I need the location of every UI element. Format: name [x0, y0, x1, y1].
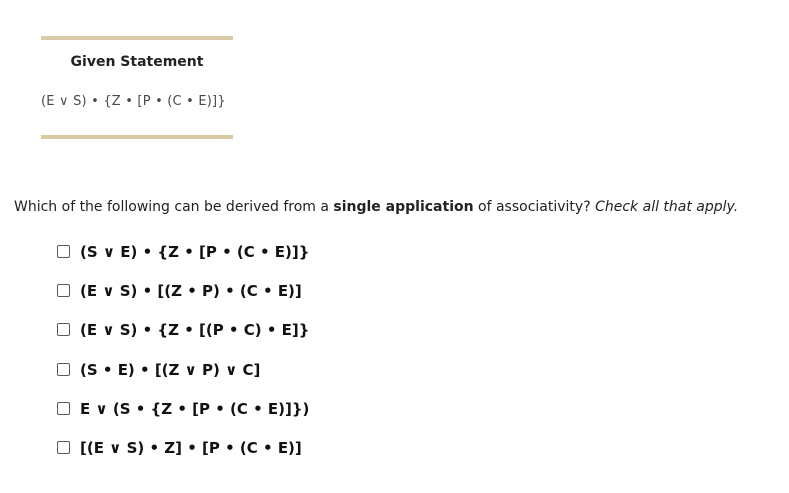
given-statement-box	[41, 36, 233, 140]
question-middle: of associativity?	[473, 199, 596, 215]
answer-option-label[interactable]: (E ∨ S) • [(Z • P) • (C • E)]	[80, 282, 302, 301]
answer-option-label[interactable]: E ∨ (S • {Z • [P • (C • E)]})	[80, 399, 310, 418]
answer-checkbox[interactable]	[57, 323, 70, 336]
given-statement-title: Given Statement	[70, 54, 204, 70]
bottom-rule-divider	[41, 135, 233, 139]
question-instruction: Check all that apply.	[595, 199, 739, 215]
answer-option[interactable]	[57, 439, 309, 478]
question-emphasis: single application	[333, 199, 474, 215]
answer-option-label[interactable]: (S • E) • [(Z ∨ P) ∨ C]	[80, 360, 261, 379]
top-rule-divider	[41, 36, 233, 40]
answer-checkbox[interactable]	[57, 363, 70, 376]
answer-options-list	[57, 243, 309, 478]
answer-checkbox[interactable]	[57, 245, 70, 258]
answer-checkbox[interactable]	[57, 284, 70, 297]
answer-checkbox[interactable]	[57, 441, 70, 454]
answer-option[interactable]	[57, 361, 309, 400]
answer-checkbox[interactable]	[57, 402, 70, 415]
answer-option[interactable]	[57, 400, 309, 439]
answer-option[interactable]	[57, 282, 309, 321]
answer-option-label[interactable]: [(E ∨ S) • Z] • [P • (C • E)]	[80, 438, 302, 457]
answer-option[interactable]	[57, 243, 309, 282]
question-prompt	[14, 199, 738, 215]
given-statement-text: (E ∨ S) • {Z • [P • (C • E)]}	[41, 94, 226, 109]
answer-option-label[interactable]: (E ∨ S) • {Z • [(P • C) • E]}	[80, 321, 310, 340]
answer-option[interactable]	[57, 321, 309, 360]
question-prefix: Which of the following can be derived from a	[14, 199, 334, 215]
answer-option-label[interactable]: (S ∨ E) • {Z • [P • (C • E)]}	[80, 243, 310, 261]
